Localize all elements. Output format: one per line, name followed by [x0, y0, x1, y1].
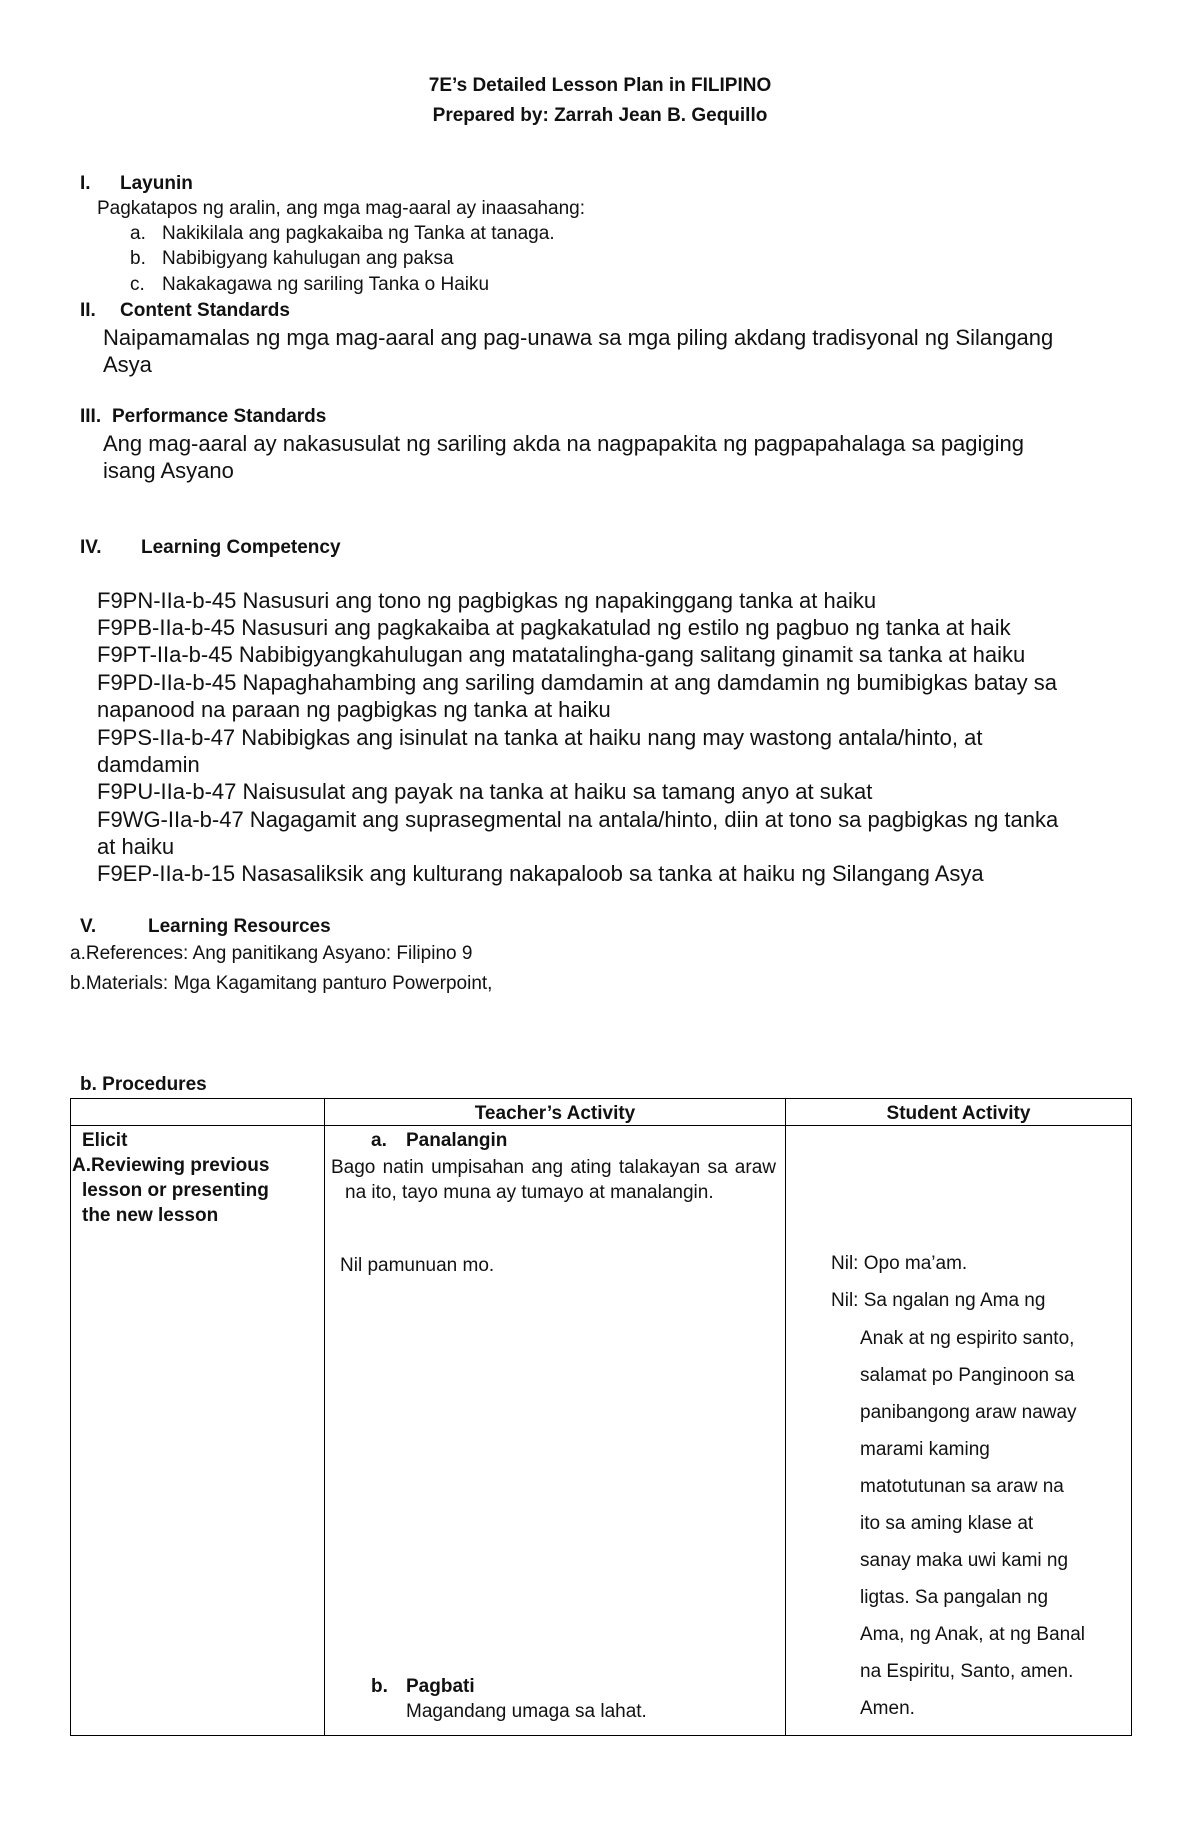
prayer-line: Amen. [860, 1698, 915, 1719]
sec5-title: Learning Resources [148, 916, 331, 937]
sec1-item-b-marker: b. [130, 248, 146, 269]
panalangin-text [331, 1155, 776, 1205]
competency-line: F9PN-IIa-b-45 Nasusuri ang tono ng pagbigkas ng napakinggang tanka at haiku [97, 588, 877, 613]
prayer-line: Anak at ng espirito santo, [860, 1328, 1075, 1349]
sec1-intro: Pagkatapos ng aralin, ang mga mag-aaral ay inaasahang: [97, 198, 585, 219]
col-header-teacher: Teacher’s Activity [474, 1103, 636, 1124]
prayer-line: ligtas. Sa pangalan ng [860, 1587, 1049, 1608]
sec3-num: III. [80, 406, 102, 427]
competency-line: F9WG-IIa-b-47 Nagagamit ang suprasegmental na antala/hinto, diin at tono sa pagbigkas ng tanka [97, 807, 1059, 832]
prayer-line: Ama, ng Anak, at ng Banal [860, 1624, 1085, 1645]
sec1-title: Layunin [120, 173, 193, 194]
student-reply-2-first: Nil: Sa ngalan ng Ama ng [831, 1290, 1046, 1311]
procedures-heading: b. Procedures [80, 1074, 207, 1095]
prayer-line: matotutunan sa araw na [860, 1476, 1064, 1497]
sec1-num: I. [80, 173, 91, 194]
nil-lead-instruction: Nil pamunuan mo. [340, 1255, 495, 1276]
sec4-title: Learning Competency [141, 537, 341, 558]
table-border-top [70, 1098, 1132, 1099]
table-border-right [1131, 1098, 1132, 1736]
sec2-num: II. [80, 300, 96, 321]
panalangin-title: Panalangin [406, 1130, 508, 1151]
sec2-title: Content Standards [120, 300, 290, 321]
stage-line-3: the new lesson [82, 1205, 219, 1226]
prayer-line: salamat po Panginoon sa [860, 1365, 1075, 1386]
sec4-num: IV. [80, 537, 102, 558]
competency-line: F9EP-IIa-b-15 Nasasaliksik ang kulturang nakapaloob sa tanka at haiku ng Silangang Asya [97, 861, 984, 886]
document-title: 7E’s Detailed Lesson Plan in FILIPINO [428, 75, 772, 96]
competency-line: F9PD-IIa-b-45 Napaghahambing ang sariling damdamin at ang damdamin ng bumibigkas batay sa [97, 670, 1057, 695]
table-col-divider-2 [785, 1098, 786, 1736]
panalangin-marker: a. [371, 1130, 387, 1151]
competency-line: F9PB-IIa-b-45 Nasusuri ang pagkakaiba at pagkakatulad ng estilo ng pagbuo ng tanka at haik [97, 615, 1011, 640]
sec5-num: V. [80, 916, 97, 937]
sec3-title: Performance Standards [112, 406, 327, 427]
competency-line: F9PU-IIa-b-47 Naisusulat ang payak na tanka at haiku sa tamang anyo at sukat [97, 779, 873, 804]
table-border-bottom [70, 1735, 1132, 1736]
table-header-divider [70, 1125, 1132, 1126]
student-reply-1: Nil: Opo ma’am. [831, 1253, 968, 1274]
references: a.References: Ang panitikang Asyano: Filipino 9 [70, 943, 473, 964]
pagbati-marker: b. [371, 1676, 388, 1697]
stage-line-2: lesson or presenting [82, 1180, 269, 1201]
sec2-text-line1: Naipamamalas ng mga mag-aaral ang pag-unawa sa mga piling akdang tradisyonal ng Silangang [103, 325, 1054, 350]
pagbati-text: Magandang umaga sa lahat. [406, 1701, 647, 1722]
student-prayer [860, 1320, 1085, 1727]
table-border-left [70, 1098, 71, 1736]
prepared-by: Prepared by: Zarrah Jean B. Gequillo [432, 105, 768, 126]
prayer-line: marami kaming [860, 1439, 990, 1460]
prayer-line: na Espiritu, Santo, amen. [860, 1661, 1074, 1682]
materials: b.Materials: Mga Kagamitang panturo Powerpoint, [70, 973, 493, 994]
sec3-text-line2: isang Asyano [103, 458, 234, 483]
sec1-item-a-marker: a. [130, 223, 146, 244]
competency-line: napanood na paraan ng pagbigkas ng tanka at haiku [97, 697, 611, 722]
prayer-line: sanay maka uwi kami ng [860, 1550, 1069, 1571]
competency-line: damdamin [97, 752, 200, 777]
prayer-line: panibangong araw naway [860, 1402, 1077, 1423]
sec1-item-c: Nakakagawa ng sariling Tanka o Haiku [162, 274, 490, 295]
sec2-text-line2: Asya [103, 352, 152, 377]
elicit-label: Elicit [82, 1130, 128, 1151]
competency-line: at haiku [97, 834, 175, 859]
stage-line-1: A.Reviewing previous [72, 1155, 270, 1176]
prayer-line: ito sa aming klase at [860, 1513, 1034, 1534]
sec1-item-c-marker: c. [130, 274, 145, 295]
competency-line: F9PT-IIa-b-45 Nabibigyangkahulugan ang matatalingha-gang salitang ginamit sa tanka at haiku [97, 642, 1026, 667]
sec1-item-a: Nakikilala ang pagkakaiba ng Tanka at tanaga. [162, 223, 555, 244]
col-header-student: Student Activity [886, 1103, 1031, 1124]
sec3-text-line1: Ang mag-aaral ay nakasusulat ng sariling akda na nagpapakita ng pagpapahalaga sa pagiging [103, 431, 1025, 456]
competency-line: F9PS-IIa-b-47 Nabibigkas ang isinulat na tanka at haiku nang may wastong antala/hinto, at [97, 725, 983, 750]
sec1-item-b: Nabibigyang kahulugan ang paksa [162, 248, 454, 269]
panalangin-text-body: Bago natin umpisahan ang ating talakayan sa araw na ito, tayo muna ay tumayo at manalangin. [331, 1157, 776, 1203]
pagbati-title: Pagbati [406, 1676, 475, 1697]
table-col-divider-1 [324, 1098, 325, 1736]
